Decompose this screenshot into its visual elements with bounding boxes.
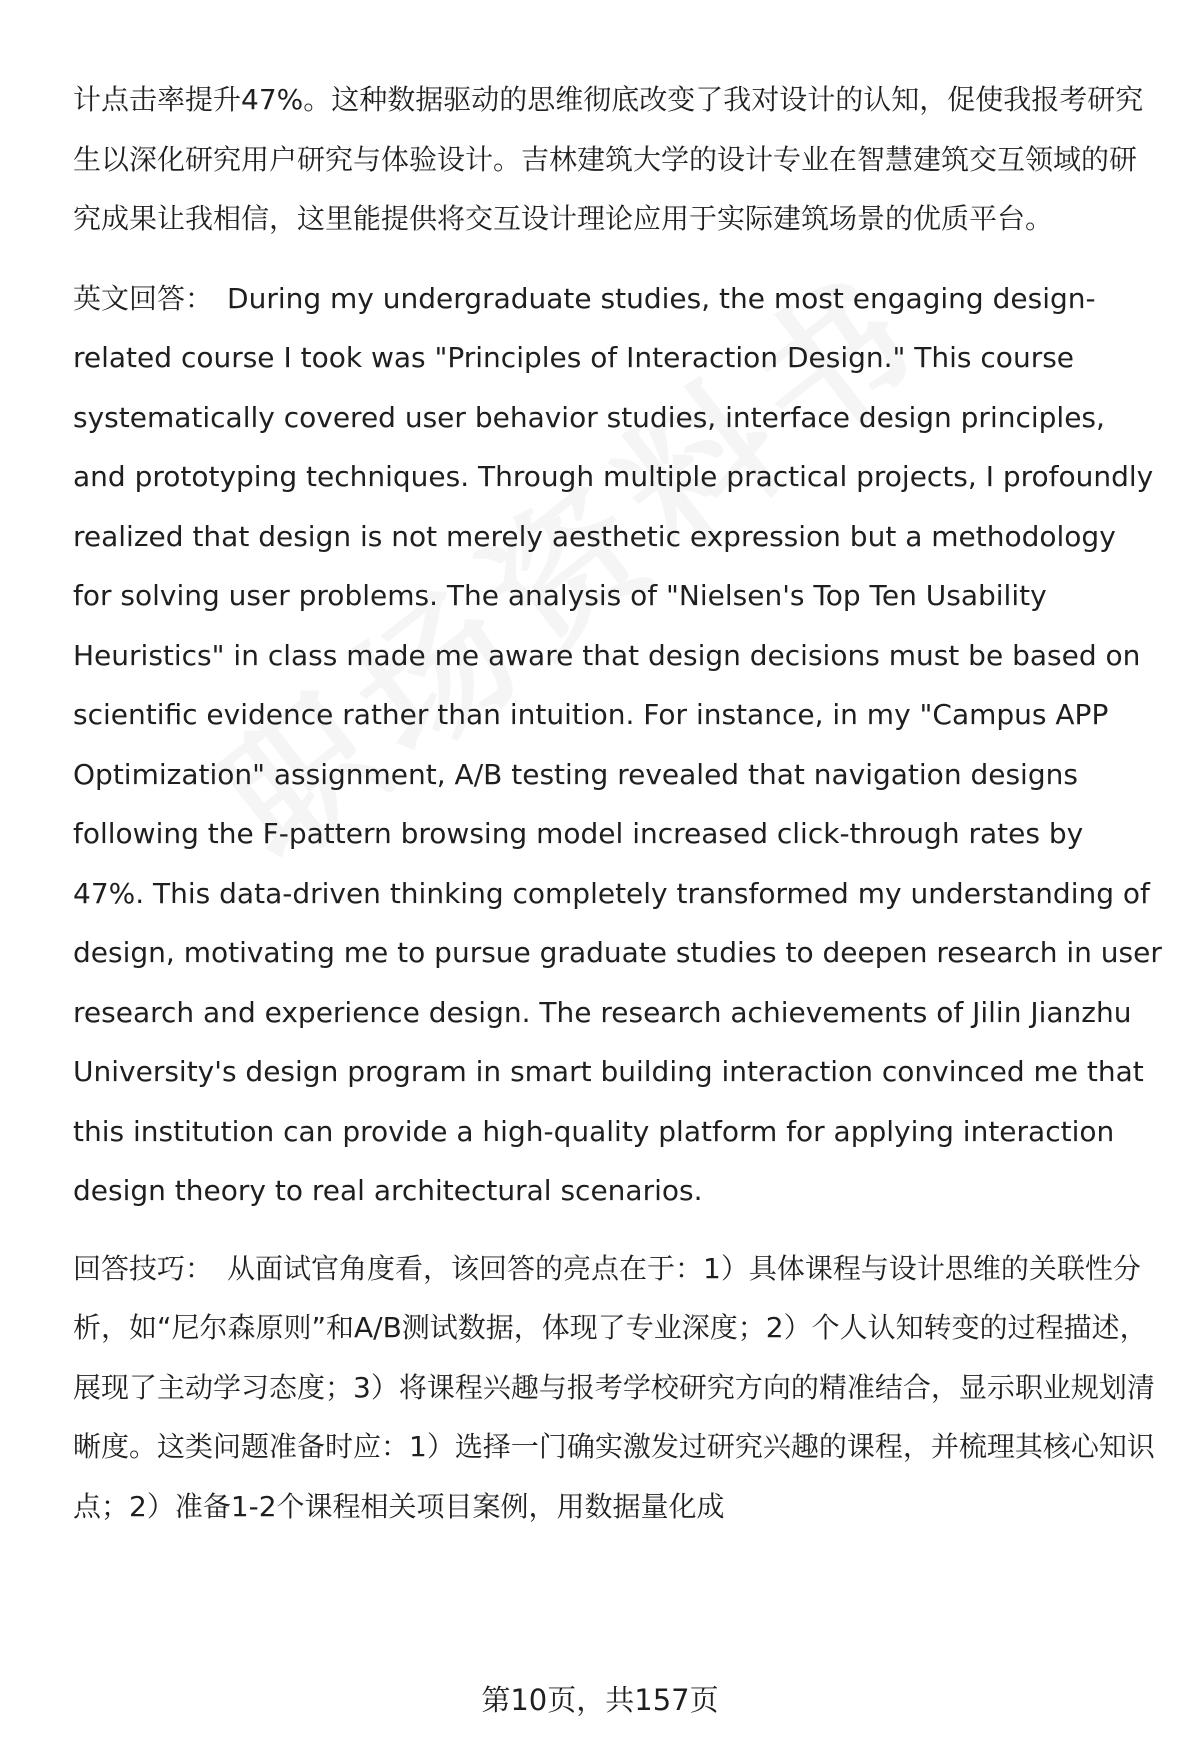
- tips-text: 从面试官角度看，该回答的亮点在于：1）具体课程与设计思维的关联性分析，如“尼尔森原则”和A/B测试数据，体现了专业深度；2）个人认知转变的过程描述，展现了主动学习态度；3）将课程兴趣与报考学校研究方向的精准结合，显示职业规划清晰度。这类问题准备时应：1）选择一门确实激发过研究兴趣的课程，并梳理其核心知识点；2）准备1-2个课程相关项目案例，用数据量化成: [73, 1251, 1155, 1523]
- english-answer-text: During my undergraduate studies, the most engaging design-related course I took was "Principles of Interaction Design." This course systematically covered user behavior studies, interface design principles, and prototyping techniques. Through multiple practical projects, I profoundly realized that design is not merely aesthetic expression but a methodology for solving user problems. The analysis of "Nielsen's Top Ten Usability Heuristics" in class made me aware that design decisions must be based on scientific evidence rather than intuition. For instance, in my "Campus APP Optimization" assignment, A/B testing revealed that navigation designs following the F-pattern browsing model increased click-through rates by 47%. This data-driven thinking completely transformed my understanding of design, motivating me to pursue graduate studies to deepen research in user research and experience design. The research achievements of Jilin Jianzhu University's design program in smart building interaction convinced me that this institution can provide a high-quality platform for applying interaction design theory to real architectural scenarios.: [73, 281, 1162, 1207]
- tips-paragraph: [73, 1239, 1163, 1537]
- continuation-paragraph: 计点击率提升47%。这种数据驱动的思维彻底改变了我对设计的认知，促使我报考研究生以深化研究用户研究与体验设计。吉林建筑大学的设计专业在智慧建筑交互领域的研究成果让我相信，这里能提供将交互设计理论应用于实际建筑场景的优质平台。: [73, 83, 1144, 235]
- tips-label: 回答技巧：: [73, 1251, 214, 1285]
- page-footer: 第10页，共157页: [481, 1683, 719, 1717]
- english-answer-paragraph: [73, 269, 1163, 1221]
- english-answer-label: 英文回答：: [73, 281, 214, 315]
- page-content: [73, 70, 1163, 1536]
